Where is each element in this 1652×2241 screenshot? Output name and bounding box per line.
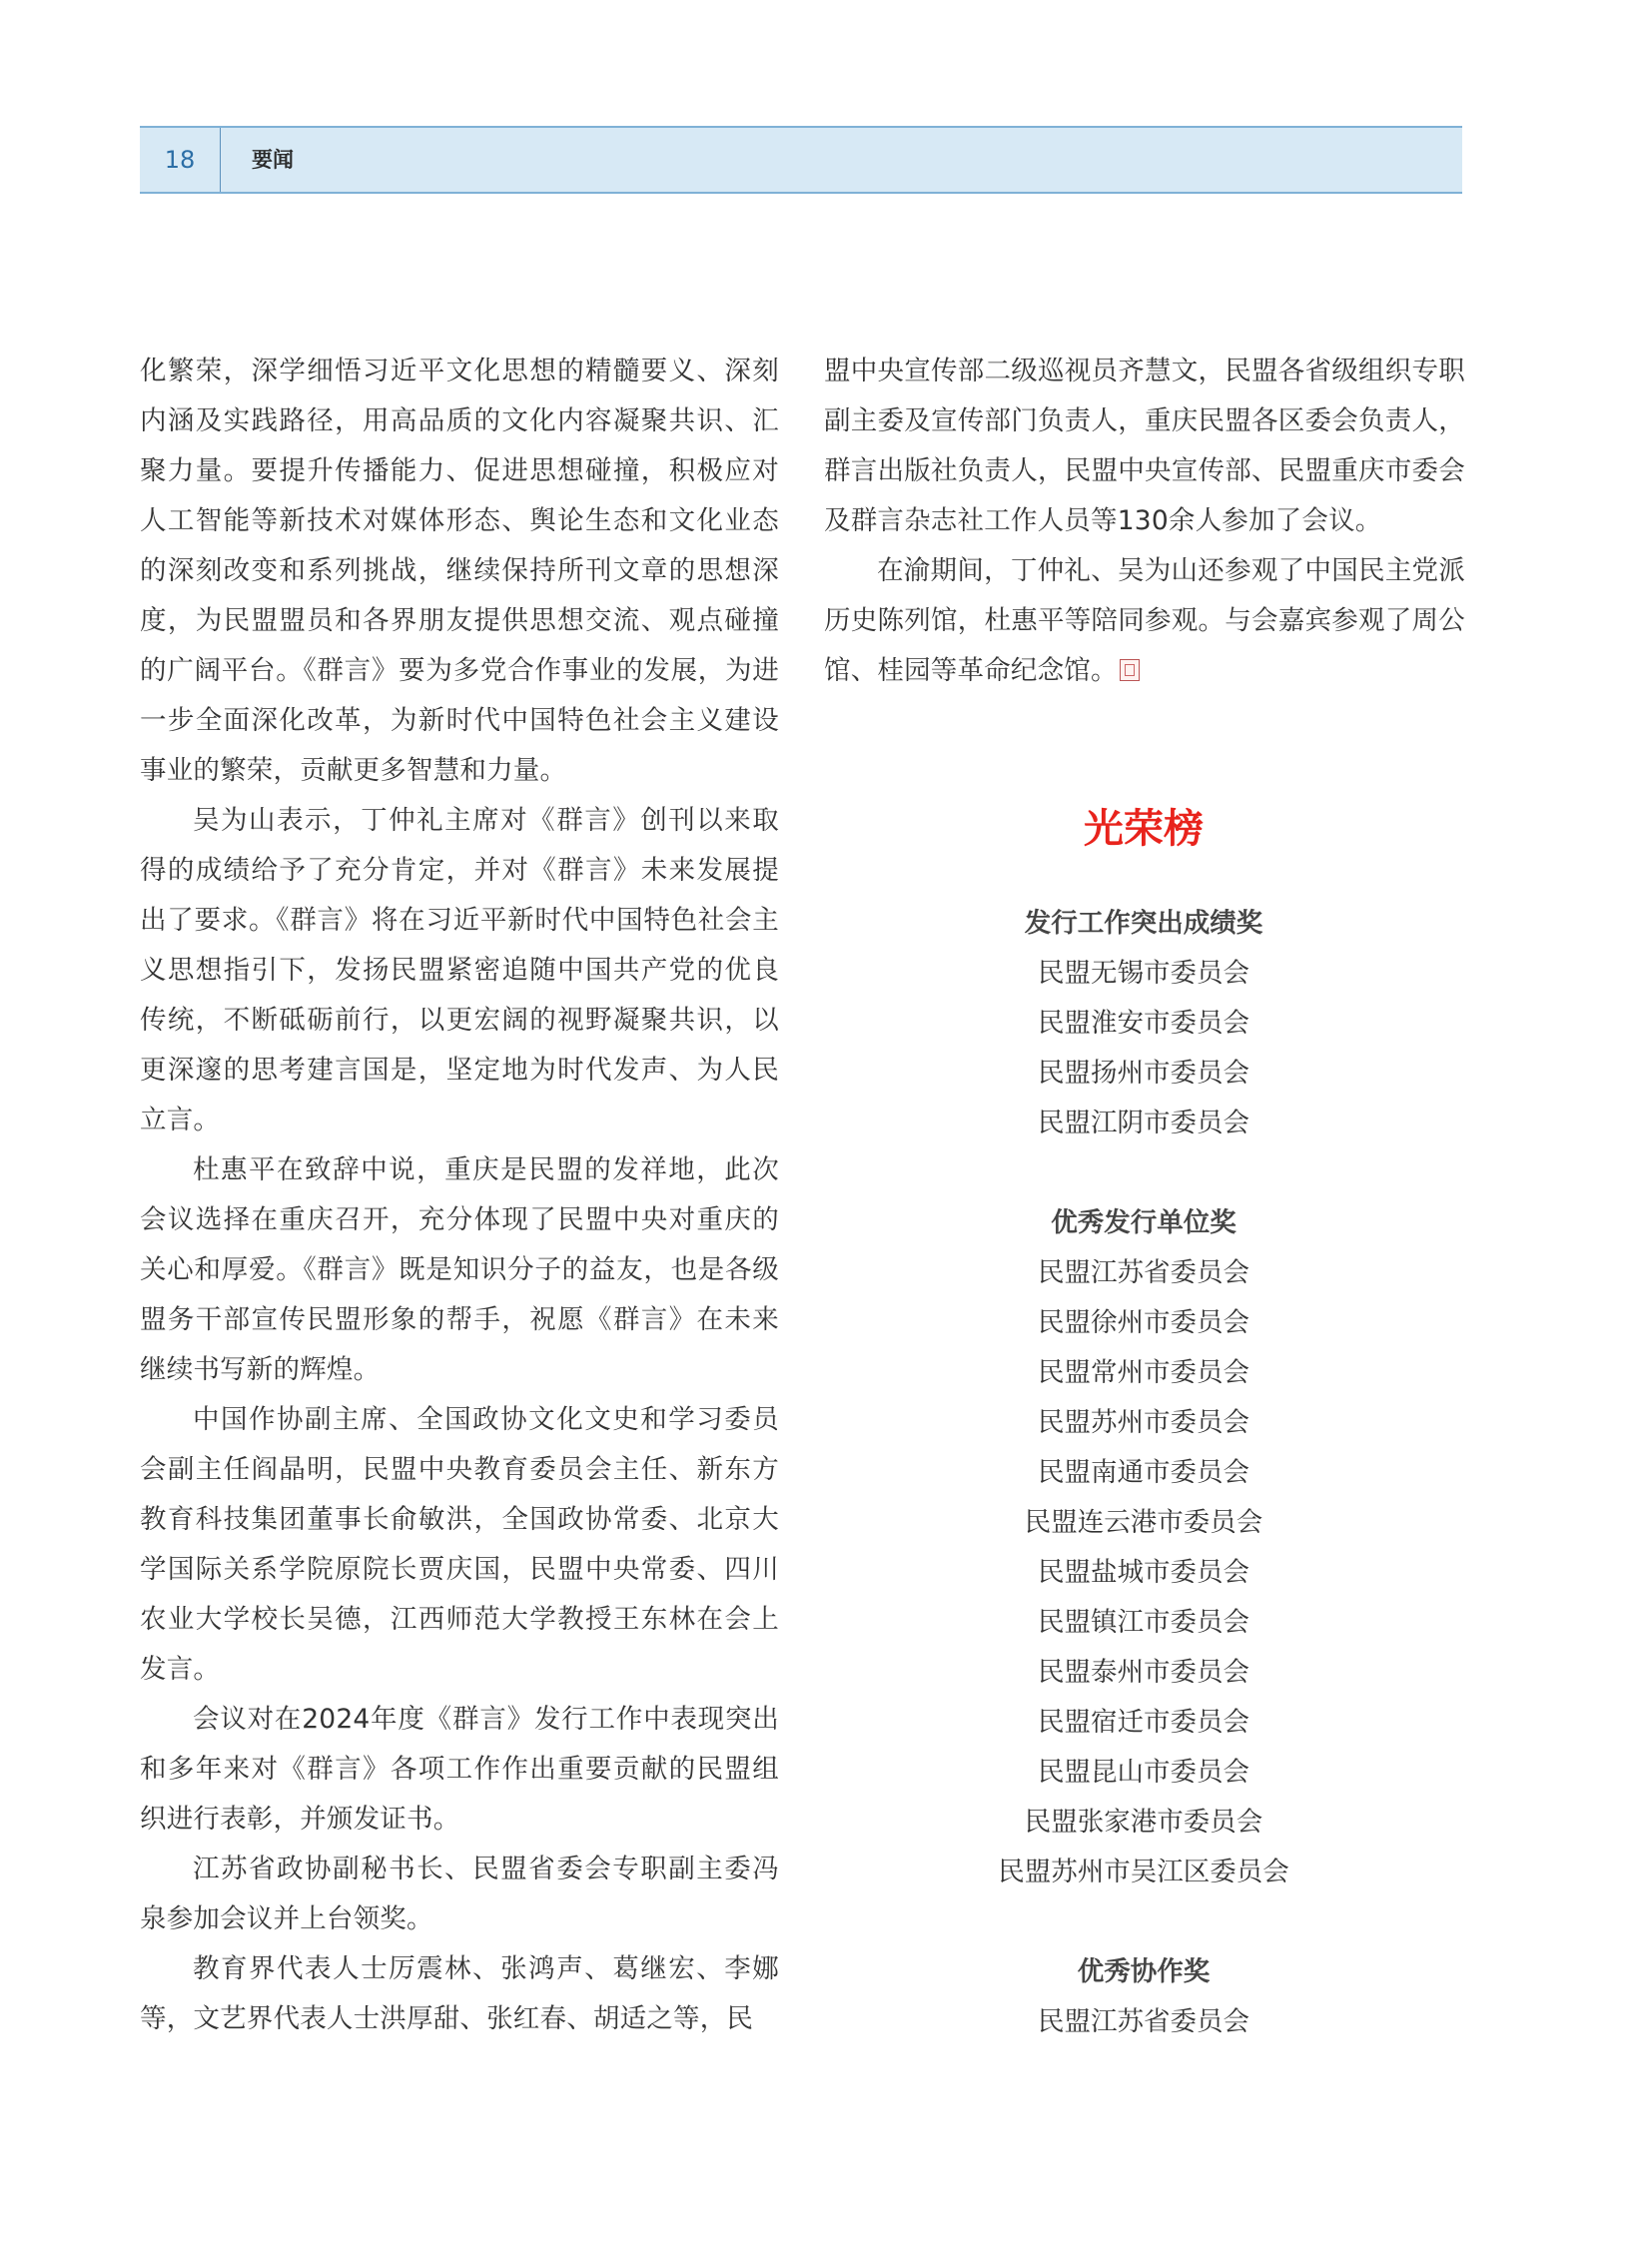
left-column bbox=[140, 347, 779, 2044]
award-org: 民盟南通市委员会 bbox=[1038, 1457, 1249, 1488]
right-column bbox=[824, 347, 1465, 696]
award-org: 民盟盐城市委员会 bbox=[1038, 1557, 1249, 1588]
paragraph: 中国作协副主席、全国政协文化文史和学习委员会副主任阎晶明，民盟中央教育委员会主任、新东方教育科技集团董事长俞敏洪，全国政协常委、北京大学国际关系学院原院长贾庆国，民盟中央常委、四川农业大学校长吴德，江西师范大学教授王东林在会上发言。 bbox=[140, 1404, 779, 1685]
award-org: 民盟镇江市委员会 bbox=[1038, 1607, 1249, 1638]
award-org: 民盟常州市委员会 bbox=[1038, 1357, 1249, 1388]
award-org: 民盟宿迁市委员会 bbox=[1038, 1707, 1249, 1738]
paragraph bbox=[824, 546, 1465, 696]
award-org: 民盟江苏省委员会 bbox=[1038, 2006, 1249, 2037]
end-of-article-icon bbox=[1120, 659, 1140, 681]
award-name: 发行工作突出成绩奖 bbox=[1024, 908, 1263, 939]
paragraph: 化繁荣，深学细悟习近平文化思想的精髓要义、深刻内涵及实践路径，用高品质的文化内容凝聚共识、汇聚力量。要提升传播能力、促进思想碰撞，积极应对人工智能等新技术对媒体形态、舆论生态和文化业态的深刻改变和系列挑战，继续保持所刊文章的思想深度，为民盟盟员和各界朋友提供思想交流、观点碰撞的广阔平台。《群言》要为多党合作事业的发展，为进一步全面深化改革，为新时代中国特色社会主义建设事业的繁荣，贡献更多智慧和力量。 bbox=[140, 356, 779, 786]
award-org: 民盟泰州市委员会 bbox=[1038, 1657, 1249, 1688]
paragraph: 吴为山表示，丁仲礼主席对《群言》创刊以来取得的成绩给予了充分肯定，并对《群言》未来发展提出了要求。《群言》将在习近平新时代中国特色社会主义思想指引下，发扬民盟紧密追随中国共产党的优良传统，不断砥砺前行，以更宏阔的视野凝聚共识，以更深邃的思考建言国是，坚定地为时代发声、为人民立言。 bbox=[140, 805, 779, 1135]
award-block bbox=[994, 1198, 1293, 1897]
paragraph: 会议对在2024年度《群言》发行工作中表现突出和多年来对《群言》各项工作作出重要贡献的民盟组织进行表彰，并颁发证书。 bbox=[140, 1704, 779, 1835]
award-org: 民盟张家港市委员会 bbox=[1024, 1807, 1263, 1838]
paragraph: 杜惠平在致辞中说，重庆是民盟的发祥地，此次会议选择在重庆召开，充分体现了民盟中央对重庆的关心和厚爱。《群言》既是知识分子的益友，也是各级盟务干部宣传民盟形象的帮手，祝愿《群言》在未来继续书写新的辉煌。 bbox=[140, 1154, 779, 1385]
award-org: 民盟扬州市委员会 bbox=[1038, 1058, 1249, 1089]
paragraph: 教育界代表人士厉震林、张鸿声、葛继宏、李娜等，文艺界代表人士洪厚甜、张红春、胡适之等，民 bbox=[140, 1953, 779, 2034]
paragraph: 江苏省政协副秘书长、民盟省委会专职副主委冯泉参加会议并上台领奖。 bbox=[140, 1854, 779, 1934]
honor-roll-title: 光荣榜 bbox=[1084, 806, 1204, 852]
award-org: 民盟江阴市委员会 bbox=[1038, 1108, 1249, 1138]
honor-roll bbox=[994, 799, 1293, 2047]
award-org: 民盟淮安市委员会 bbox=[1038, 1008, 1249, 1039]
award-org: 民盟连云港市委员会 bbox=[1024, 1507, 1263, 1538]
page-header bbox=[140, 126, 1462, 194]
award-org: 民盟江苏省委员会 bbox=[1038, 1257, 1249, 1288]
award-org: 民盟苏州市委员会 bbox=[1038, 1407, 1249, 1438]
section-title: 要闻 bbox=[252, 147, 294, 172]
award-org: 民盟苏州市吴江区委员会 bbox=[998, 1857, 1289, 1887]
page-number: 18 bbox=[140, 128, 221, 192]
award-name: 优秀协作奖 bbox=[1077, 1956, 1211, 1987]
award-name: 优秀发行单位奖 bbox=[1051, 1207, 1237, 1238]
award-org: 民盟昆山市委员会 bbox=[1038, 1757, 1249, 1788]
award-org: 民盟徐州市委员会 bbox=[1038, 1307, 1249, 1338]
award-block bbox=[994, 899, 1293, 1148]
paragraph-text: 在渝期间，丁仲礼、吴为山还参观了中国民主党派历史陈列馆，杜惠平等陪同参观。与会嘉宾参观了周公馆、桂园等革命纪念馆。 bbox=[824, 555, 1465, 686]
paragraph: 盟中央宣传部二级巡视员齐慧文，民盟各省级组织专职副主委及宣传部门负责人，重庆民盟各区委会负责人，群言出版社负责人，民盟中央宣传部、民盟重庆市委会及群言杂志社工作人员等130余人参加了会议。 bbox=[824, 356, 1465, 536]
award-org: 民盟无锡市委员会 bbox=[1038, 958, 1249, 989]
award-block bbox=[994, 1947, 1293, 2047]
